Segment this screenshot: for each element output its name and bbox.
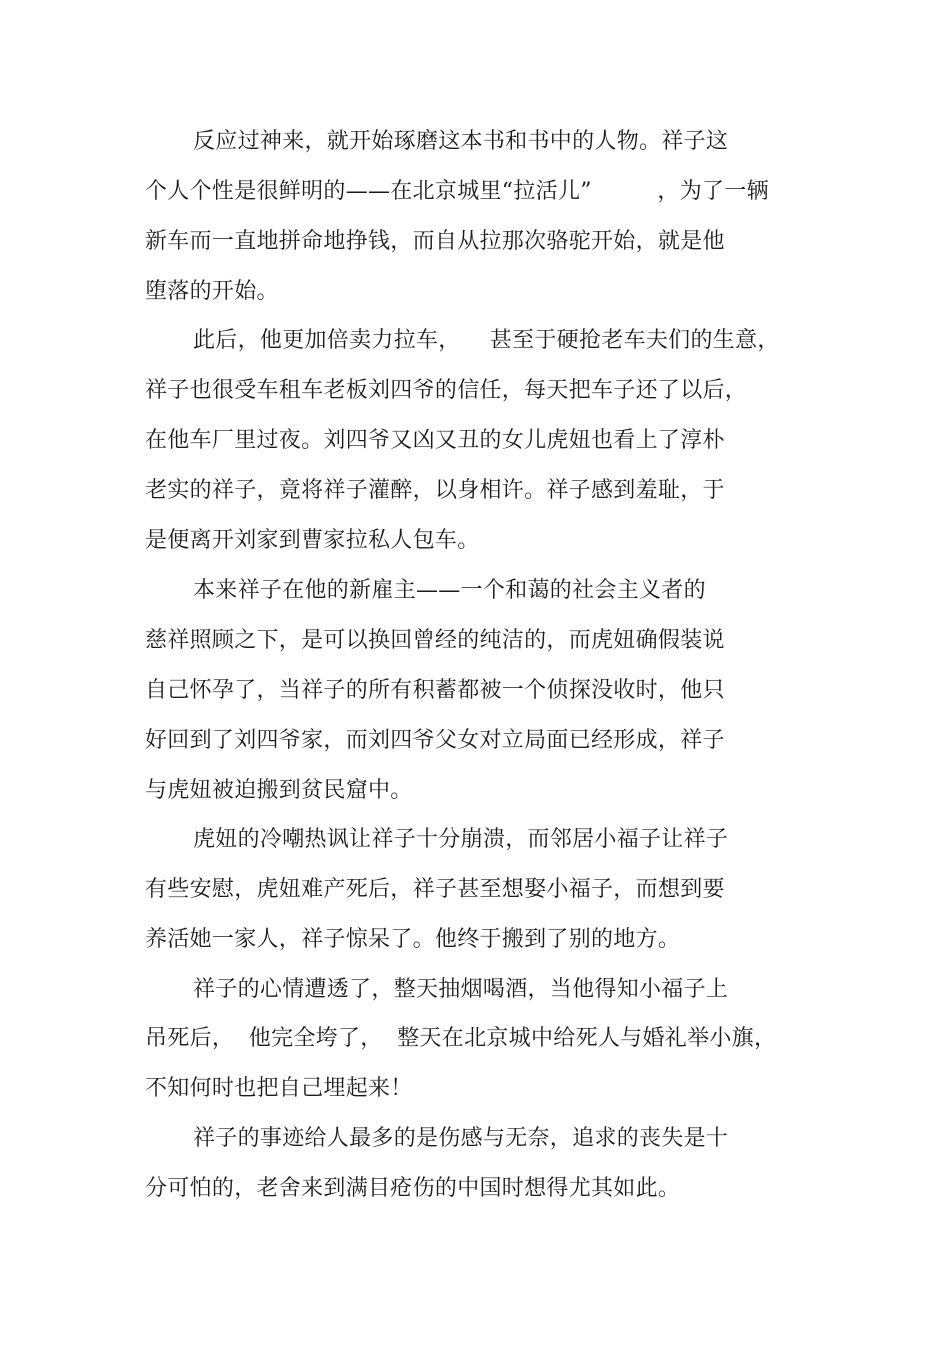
paragraph-4-line-3: 养活她一家人，祥子惊呆了。他终于搬到了别的地方。 (145, 927, 681, 952)
paragraph-1-line-1: 反应过神来，就开始琢磨这本书和书中的人物。祥子这 (193, 129, 729, 154)
paragraph-5-line-2: 吊死后， 他完全垮了， 整天在北京城中给死人与婚礼举小旗， (145, 1026, 777, 1051)
paragraph-3-line-2: 慈祥照顾之下，是可以换回曾经的纯洁的，而虎妞确假装说 (145, 628, 725, 653)
paragraph-1-line-3: 新车而一直地拼命地挣钱，而自从拉那次骆驼开始，就是他 (145, 229, 725, 254)
paragraph-2-line-3: 在他车厂里过夜。刘四爷又凶又丑的女儿虎妞也看上了淳朴 (145, 428, 725, 453)
paragraph-3-line-3: 自己怀孕了，当祥子的所有积蓄都被一个侦探没收时，他只 (145, 678, 725, 703)
paragraph-5-line-3: 不知何时也把自己埋起来！ (145, 1076, 413, 1101)
paragraph-6-line-1: 祥子的事迹给人最多的是伤感与无奈，追求的丧失是十 (193, 1126, 729, 1151)
paragraph-5-line-1: 祥子的心情遭透了，整天抽烟喝酒，当他得知小福子上 (193, 977, 729, 1002)
paragraph-6-line-2: 分可怕的，老舍来到满目疮伤的中国时想得尤其如此。 (145, 1176, 681, 1201)
paragraph-1-line-2: 个人个性是很鲜明的——在北京城里“拉活儿” ，为了一辆 (145, 179, 769, 204)
paragraph-4-line-2: 有些安慰，虎妞难产死后，祥子甚至想娶小福子，而想到要 (145, 877, 725, 902)
paragraph-2-line-4: 老实的祥子，竟将祥子灌醉，以身相许。祥子感到羞耻，于 (145, 478, 725, 503)
paragraph-3-line-5: 与虎妞被迫搬到贫民窟中。 (145, 778, 413, 803)
paragraph-3-line-4: 好回到了刘四爷家，而刘四爷父女对立局面已经形成，祥子 (145, 728, 725, 753)
paragraph-2-line-5: 是便离开刘家到曹家拉私人包车。 (145, 528, 480, 553)
paragraph-1-line-4: 堕落的开始。 (145, 279, 279, 304)
paragraph-2-line-2: 祥子也很受车租车老板刘四爷的信任，每天把车子还了以后， (145, 378, 748, 403)
paragraph-4-line-1: 虎妞的冷嘲热讽让祥子十分崩溃，而邻居小福子让祥子 (193, 827, 729, 852)
paragraph-2-line-1: 此后，他更加倍卖力拉车， 甚至于硬抢老车夫们的生意， (193, 328, 780, 353)
paragraph-3-line-1: 本来祥子在他的新雇主——一个和蔼的社会主义者的 (193, 578, 706, 603)
